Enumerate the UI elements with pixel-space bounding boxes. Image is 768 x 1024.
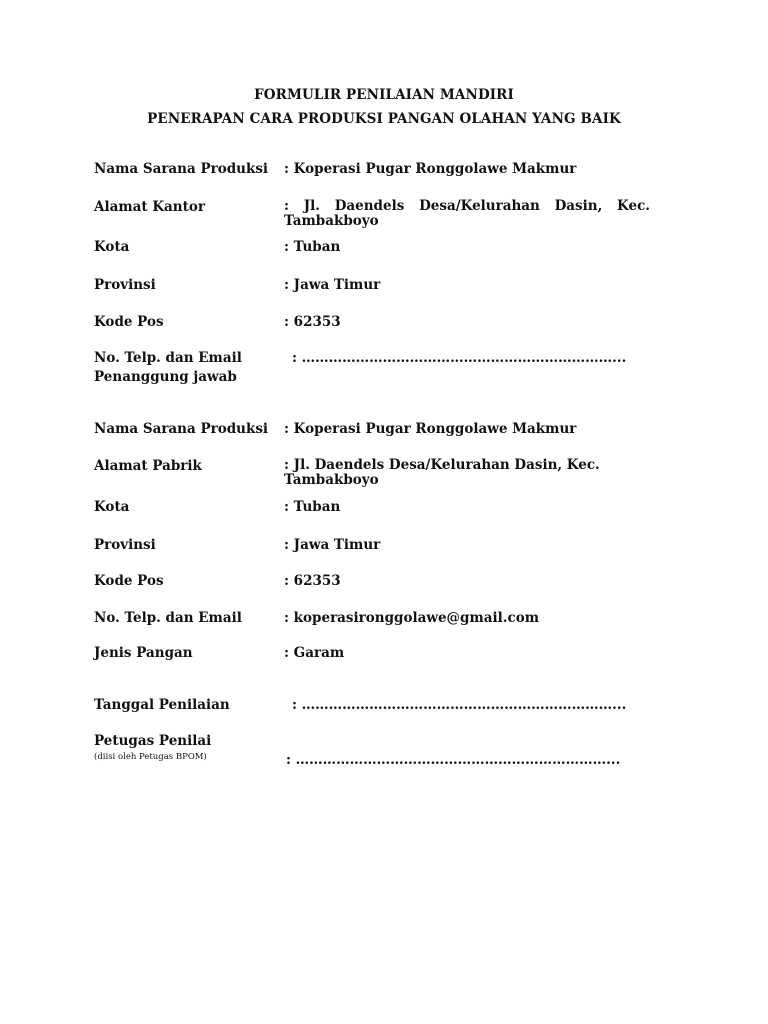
pabrik-kota-value: : Tuban xyxy=(284,499,341,515)
kantor-telp-value: : ……………………………………………………………... xyxy=(292,350,627,366)
kantor-alamat-label: Alamat Kantor xyxy=(94,199,205,215)
pabrik-provinsi-value: : Jawa Timur xyxy=(284,537,381,553)
tanggal-label: Tanggal Penilaian xyxy=(94,697,230,713)
kantor-provinsi-value: : Jawa Timur xyxy=(284,277,381,293)
kantor-kodepos-label: Kode Pos xyxy=(94,314,164,330)
petugas-note: (diisi oleh Petugas BPOM) xyxy=(94,752,207,762)
kantor-provinsi-label: Provinsi xyxy=(94,277,156,293)
petugas-label: Petugas Penilai xyxy=(94,733,212,749)
pabrik-alamat-label: Alamat Pabrik xyxy=(94,458,202,474)
pabrik-alamat-value: : Jl. Daendels Desa/Kelurahan Dasin, Kec. Tambakboyo xyxy=(284,457,600,488)
kantor-nama-label: Nama Sarana Produksi xyxy=(94,161,269,177)
pabrik-telp-label: No. Telp. dan Email xyxy=(94,610,242,626)
tanggal-value: : ……………………………………………………………... xyxy=(292,697,627,713)
kantor-penanggung-label: Penanggung jawab xyxy=(94,369,237,385)
kantor-alamat-value: : Jl. Daendels Desa/Kelurahan Dasin, Kec. Tambakboyo xyxy=(284,198,650,229)
pabrik-jenis-value: : Garam xyxy=(284,645,345,661)
pabrik-jenis-label: Jenis Pangan xyxy=(94,645,193,661)
kantor-nama-value: : Koperasi Pugar Ronggolawe Makmur xyxy=(284,161,577,177)
kantor-kodepos-value: : 62353 xyxy=(284,314,341,330)
pabrik-provinsi-label: Provinsi xyxy=(94,537,156,553)
pabrik-kota-label: Kota xyxy=(94,499,130,515)
petugas-value: : ……………………………………………………………... xyxy=(286,752,621,768)
form-title: FORMULIR PENILAIAN MANDIRI xyxy=(254,87,514,103)
form-subtitle: PENERAPAN CARA PRODUKSI PANGAN OLAHAN YANG BAIK xyxy=(147,111,621,127)
pabrik-kodepos-value: : 62353 xyxy=(284,573,341,589)
pabrik-email-value: : koperasironggolawe@gmail.com xyxy=(284,610,539,626)
pabrik-kodepos-label: Kode Pos xyxy=(94,573,164,589)
kantor-telp-label: No. Telp. dan Email xyxy=(94,350,242,366)
kantor-kota-label: Kota xyxy=(94,239,130,255)
kantor-kota-value: : Tuban xyxy=(284,239,341,255)
pabrik-nama-label: Nama Sarana Produksi xyxy=(94,421,269,437)
pabrik-nama-value: : Koperasi Pugar Ronggolawe Makmur xyxy=(284,421,577,437)
